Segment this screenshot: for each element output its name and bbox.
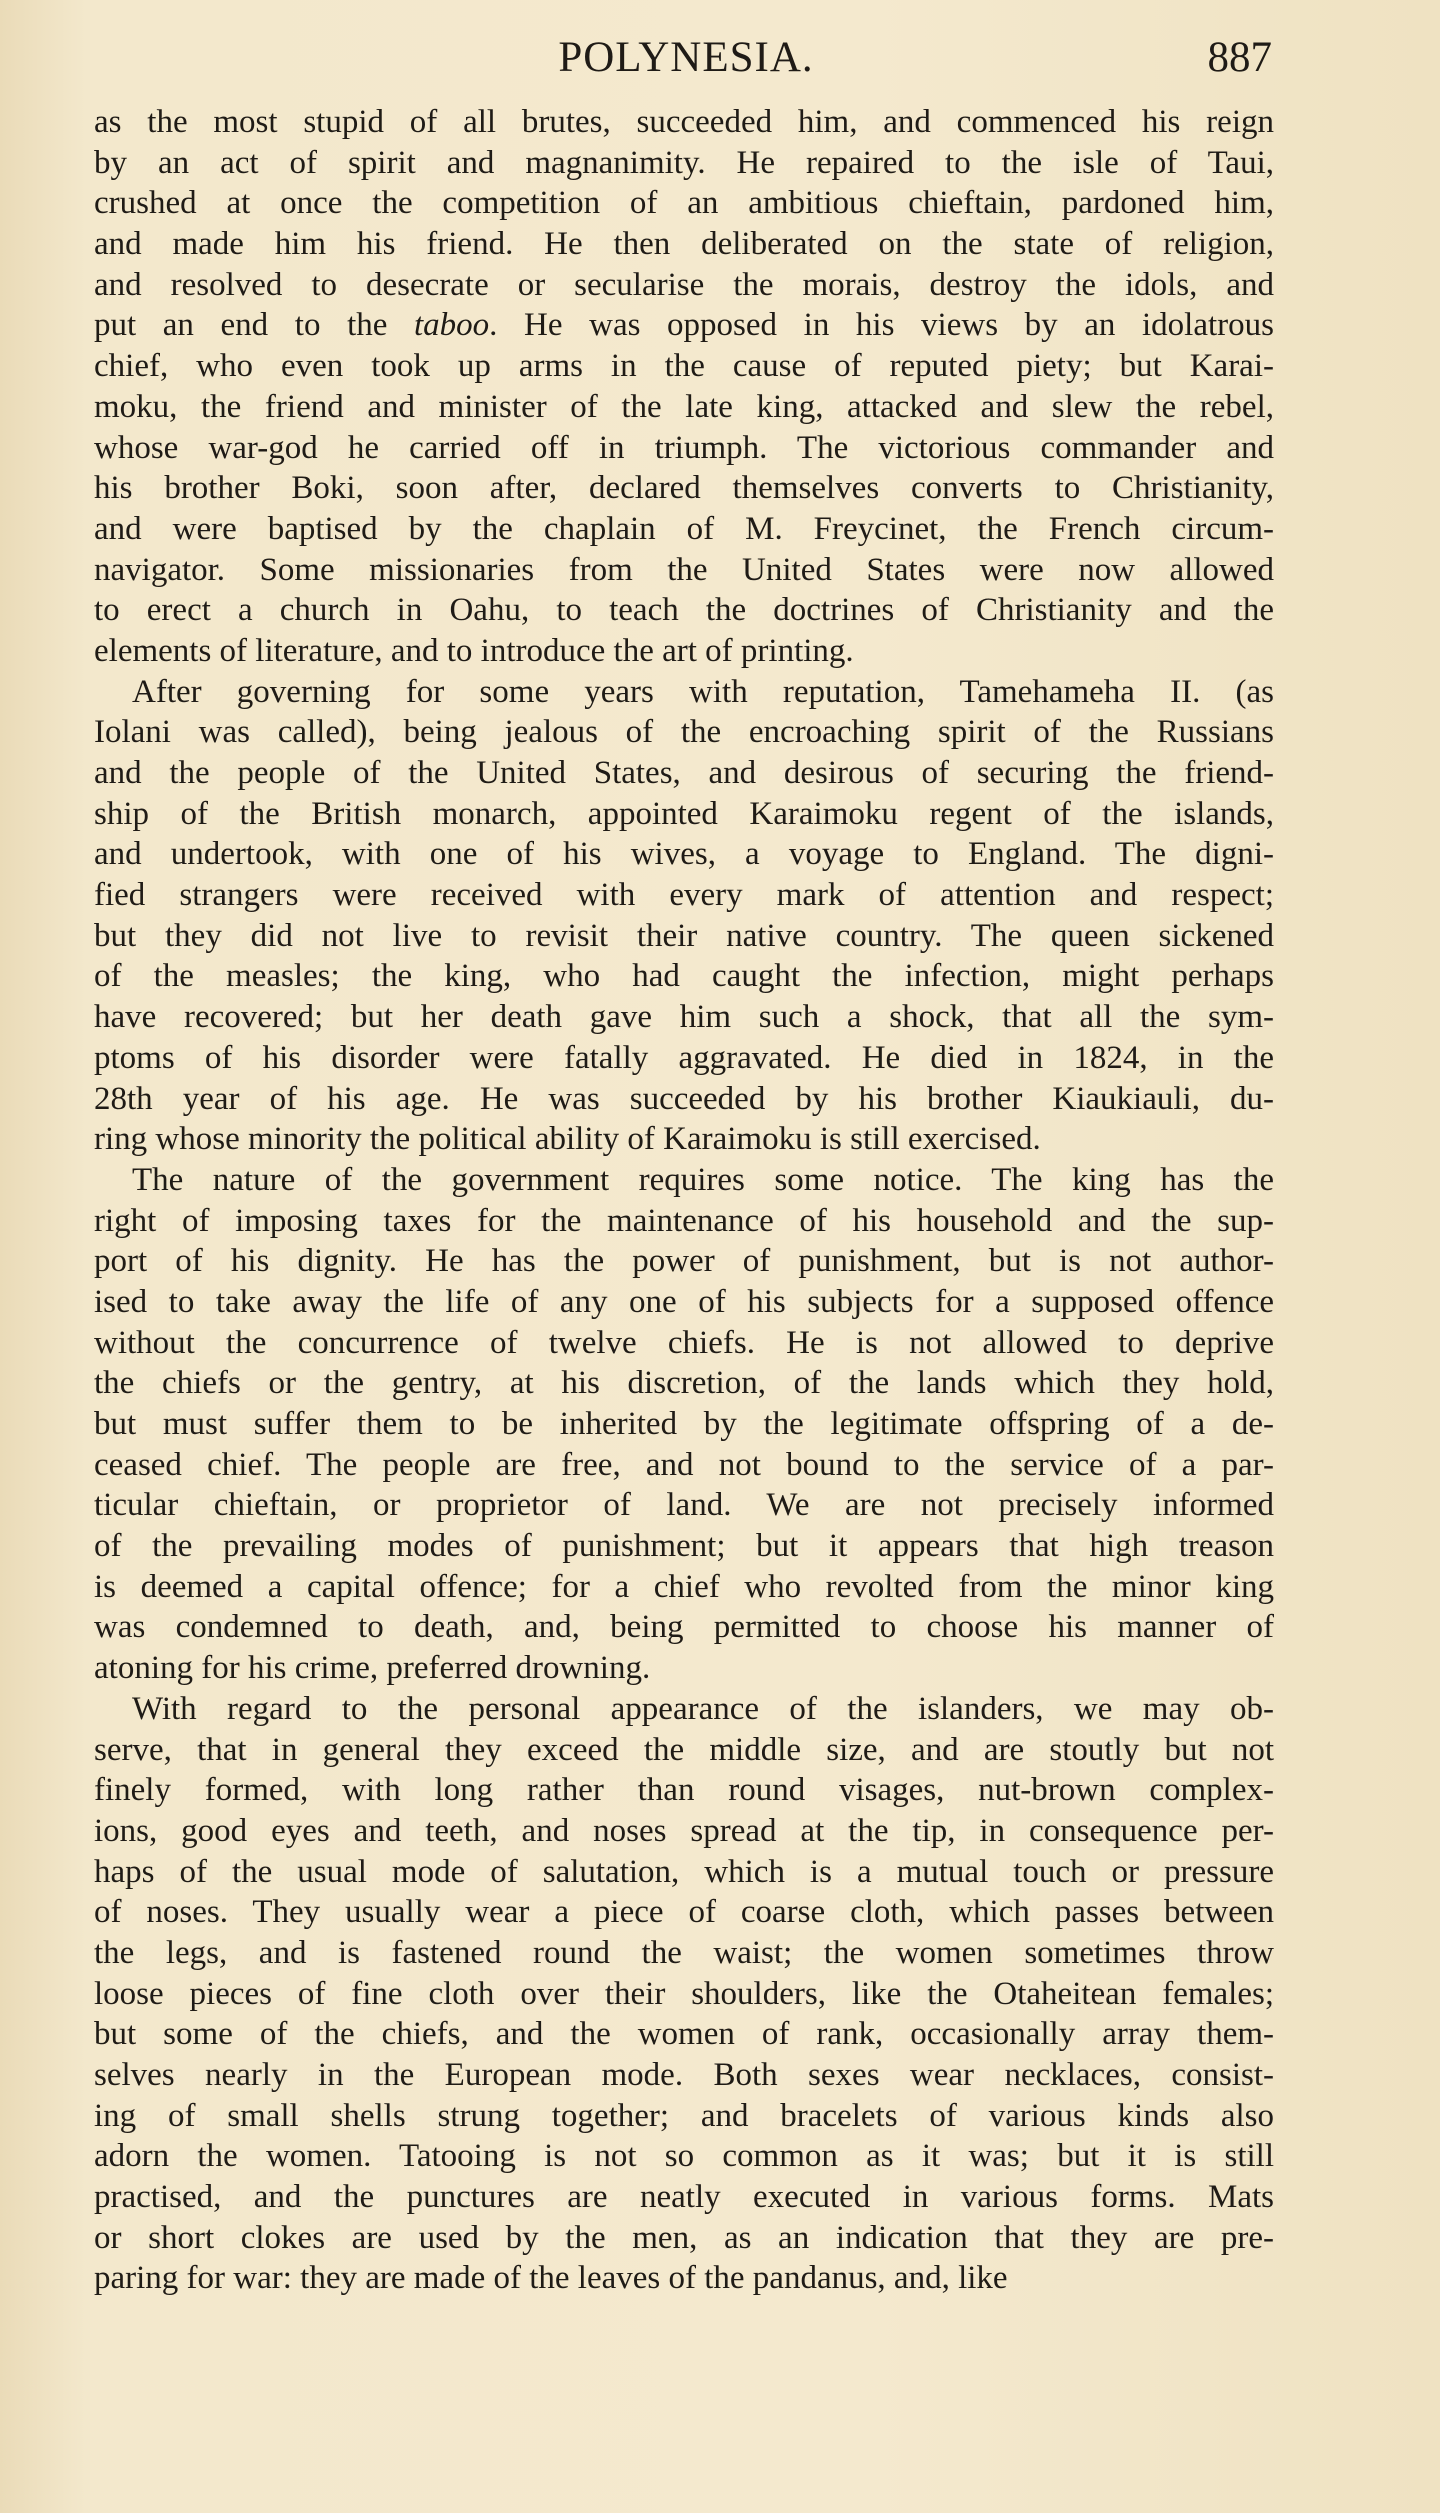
text-line: whose war-god he carried off in triumph. The victorious commander and	[94, 429, 1274, 466]
running-head: POLYNESIA.	[558, 34, 814, 81]
text-line: was condemned to death, and, being permitted to choose his manner of	[94, 1609, 1274, 1646]
text-line: ptoms of his disorder were fatally aggravated. He died in 1824, in the	[94, 1039, 1274, 1076]
text-line: elements of literature, and to introduce the art of printing.	[94, 632, 854, 669]
text-line: crushed at once the competition of an ambitious chieftain, pardoned him,	[94, 185, 1274, 222]
text-line: but some of the chiefs, and the women of rank, occasionally array them-	[94, 2016, 1274, 2053]
text-line: port of his dignity. He has the power of punishment, but is not author-	[94, 1243, 1274, 1280]
text-line: fied strangers were received with every mark of attention and respect;	[94, 877, 1274, 914]
paragraph	[94, 1689, 1274, 2299]
text-line: and the people of the United States, and desirous of securing the friend-	[94, 755, 1274, 791]
text-line: practised, and the punctures are neatly executed in various forms. Mats	[94, 2179, 1274, 2216]
text-line: but they did not live to revisit their native country. The queen sickened	[94, 917, 1274, 954]
text-line: With regard to the personal appearance of the islanders, we may ob-	[132, 1690, 1274, 1727]
text-line: paring for war: they are made of the leaves of the pandanus, and, like	[94, 2260, 1008, 2297]
text-line: moku, the friend and minister of the late king, attacked and slew the rebel,	[94, 388, 1274, 425]
paragraph	[94, 102, 1274, 672]
text-line: as the most stupid of all brutes, succeeded him, and commenced his reign	[94, 104, 1274, 140]
text-line: of noses. They usually wear a piece of coarse cloth, which passes between	[94, 1894, 1274, 1931]
text-line: ised to take away the life of any one of his subjects for a supposed offence	[94, 1283, 1274, 1320]
text-line: without the concurrence of twelve chiefs. He is not allowed to deprive	[94, 1324, 1274, 1361]
text-line: ing of small shells strung together; and bracelets of various kinds also	[94, 2097, 1274, 2134]
text-line: his brother Boki, soon after, declared themselves converts to Christianity,	[94, 470, 1274, 507]
page-header	[100, 28, 1272, 88]
text-line: atoning for his crime, preferred drowning.	[94, 1650, 651, 1687]
text-line: and made him his friend. He then deliberated on the state of religion,	[94, 226, 1274, 263]
text-line: ions, good eyes and teeth, and noses spread at the tip, in consequence per-	[94, 1812, 1274, 1849]
text-line: is deemed a capital offence; for a chief who revolted from the minor king	[94, 1568, 1274, 1605]
text-line: 28th year of his age. He was succeeded by his brother Kiaukiauli, du-	[94, 1080, 1274, 1117]
text-line: by an act of spirit and magnanimity. He repaired to the isle of Taui,	[94, 144, 1274, 181]
page-number: 887	[1207, 34, 1272, 81]
text-line: navigator. Some missionaries from the United States were now allowed	[94, 551, 1274, 588]
text-line: chief, who even took up arms in the cause of reputed piety; but Karai-	[94, 348, 1274, 385]
text-line: selves nearly in the European mode. Both sexes wear necklaces, consist-	[94, 2057, 1274, 2093]
text-line: ceased chief. The people are free, and not bound to the service of a par-	[94, 1446, 1274, 1483]
text-line: adorn the women. Tatooing is not so common as it was; but it is still	[94, 2138, 1274, 2175]
text-line: and resolved to desecrate or secularise the morais, destroy the idols, and	[94, 266, 1274, 303]
text-line: the legs, and is fastened round the waist; the women sometimes throw	[94, 1934, 1274, 1971]
text-line: of the prevailing modes of punishment; but it appears that high treason	[94, 1528, 1274, 1565]
body-text	[94, 102, 1274, 2299]
text-line: After governing for some years with reputation, Tamehameha II. (as	[132, 673, 1274, 710]
paragraph	[94, 672, 1274, 1160]
text-line: have recovered; but her death gave him such a shock, that all the sym-	[94, 999, 1274, 1036]
paragraph	[94, 1160, 1274, 1689]
text-line: or short clokes are used by the men, as an indication that they are pre-	[94, 2219, 1274, 2256]
text-line: Iolani was called), being jealous of the encroaching spirit of the Russians	[94, 714, 1274, 751]
text-line: finely formed, with long rather than round visages, nut-brown complex-	[94, 1772, 1274, 1809]
text-line: of the measles; the king, who had caught the infection, might perhaps	[94, 958, 1274, 995]
text-line: serve, that in general they exceed the middle size, and are stoutly but not	[94, 1731, 1274, 1768]
text-line: ship of the British monarch, appointed Karaimoku regent of the islands,	[94, 795, 1274, 832]
text-line: the chiefs or the gentry, at his discretion, of the lands which they hold,	[94, 1365, 1274, 1402]
text-line: ring whose minority the political ability of Karaimoku is still exercised.	[94, 1121, 1041, 1158]
text-line: and were baptised by the chaplain of M. Freycinet, the French circum-	[94, 510, 1274, 547]
text-line: right of imposing taxes for the maintenance of his household and the sup-	[94, 1202, 1274, 1239]
text-line: The nature of the government requires some notice. The king has the	[132, 1161, 1274, 1198]
text-line: haps of the usual mode of salutation, which is a mutual touch or pressure	[94, 1853, 1274, 1890]
text-line: but must suffer them to be inherited by the legitimate offspring of a de-	[94, 1406, 1274, 1442]
text-line: and undertook, with one of his wives, a voyage to England. The digni-	[94, 836, 1274, 873]
text-line: ticular chieftain, or proprietor of land. We are not precisely informed	[94, 1487, 1274, 1524]
text-line: to erect a church in Oahu, to teach the doctrines of Christianity and the	[94, 592, 1274, 629]
text-line: loose pieces of fine cloth over their shoulders, like the Otaheitean females;	[94, 1975, 1274, 2012]
text-line: put an end to the taboo. He was opposed in his views by an idolatrous	[94, 307, 1274, 344]
